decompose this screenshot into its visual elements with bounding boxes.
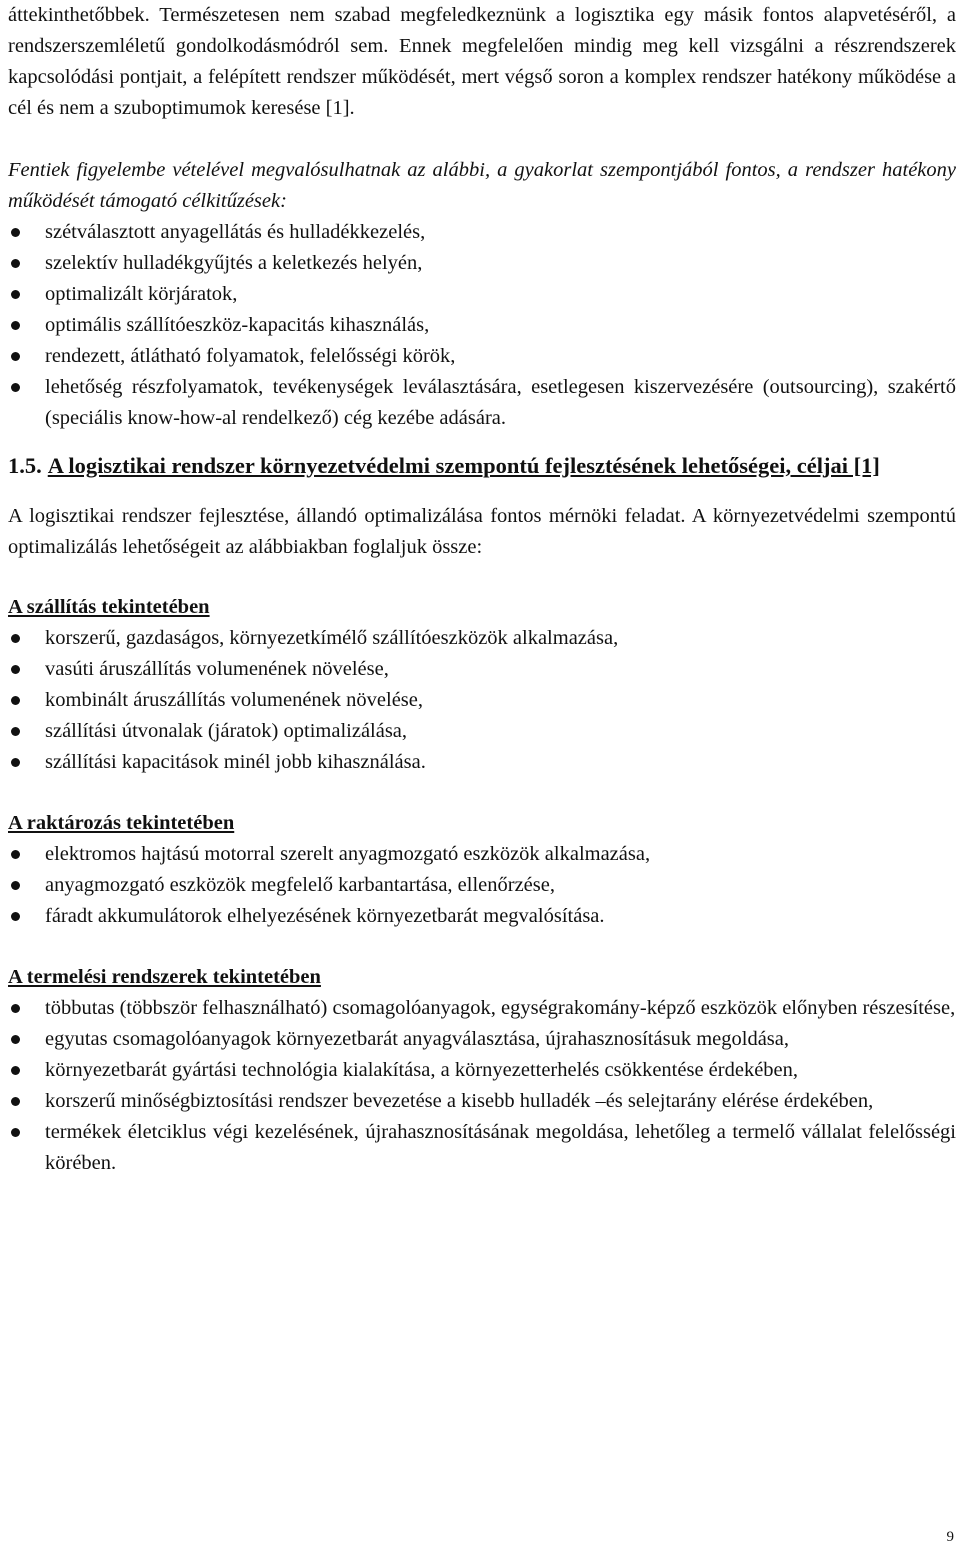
- list-item: többutas (többször felhasználható) csomagolóanyagok, egységrakomány-képző eszközök előnyben részesítése,: [8, 993, 956, 1024]
- objectives-intro-paragraph: Fentiek figyelembe vételével megvalósulhatnak az alábbi, a gyakorlat szempontjából fontos, a rendszer hatékony működését támogató célkitűzések:: [8, 159, 956, 212]
- list-item: rendezett, átlátható folyamatok, felelősségi körök,: [8, 341, 956, 372]
- document-page: [8, 0, 956, 1179]
- list-item: anyagmozgató eszközök megfelelő karbantartása, ellenőrzése,: [8, 870, 956, 901]
- list-item: fáradt akkumulátorok elhelyezésének környezetbarát megvalósítása.: [8, 901, 956, 932]
- list-item: vasúti áruszállítás volumenének növelése,: [8, 654, 956, 685]
- list-item: kombinált áruszállítás volumenének növelése,: [8, 685, 956, 716]
- production-list: [8, 993, 956, 1179]
- list-item: optimalizált körjáratok,: [8, 279, 956, 310]
- list-item: egyutas csomagolóanyagok környezetbarát anyagválasztása, újrahasznosításuk megoldása,: [8, 1024, 956, 1055]
- intro-paragraph: áttekinthetőbbek. Természetesen nem szabad megfeledkeznünk a logisztika egy másik fontos alapvetéséről, a rendszerszemléletű gondolkodásmódról sem. Ennek megfelelően mindig meg kell vizsgálni a részrendszerek kapcsolódási pontjait, a felépített rendszer működését, mert végső soron a komplex rendszer hatékony működése a cél és nem a szuboptimumok keresése [1].: [8, 4, 956, 119]
- objectives-list: [8, 217, 956, 434]
- page-number: 9: [946, 1529, 954, 1545]
- list-item: elektromos hajtású motorral szerelt anyagmozgató eszközök alkalmazása,: [8, 839, 956, 870]
- list-item: szétválasztott anyagellátás és hulladékkezelés,: [8, 217, 956, 248]
- section-title: A logisztikai rendszer környezetvédelmi szempontú fejlesztésének lehetőségei, céljai [1]: [47, 453, 880, 478]
- list-item: optimális szállítóeszköz-kapacitás kihasználás,: [8, 310, 956, 341]
- list-item: termékek életciklus végi kezelésének, újrahasznosításának megoldása, lehetőleg a termelő vállalat felelősségi körében.: [8, 1117, 956, 1179]
- transport-list: [8, 623, 956, 778]
- production-subheading: A termelési rendszerek tekintetében: [8, 966, 321, 988]
- warehousing-subheading: A raktározás tekintetében: [8, 812, 235, 834]
- list-item: korszerű minőségbiztosítási rendszer bevezetése a kisebb hulladék –és selejtarány elérése érdekében,: [8, 1086, 956, 1117]
- section-paragraph: A logisztikai rendszer fejlesztése, állandó optimalizálása fontos mérnöki feladat. A környezetvédelmi szempontú optimalizálás lehetőségeit az alábbiakban foglaljuk össze:: [8, 505, 956, 558]
- list-item: környezetbarát gyártási technológia kialakítása, a környezetterhelés csökkentése érdekében,: [8, 1055, 956, 1086]
- warehousing-list: [8, 839, 956, 932]
- section-number: 1.5.: [8, 453, 42, 478]
- list-item: szállítási kapacitások minél jobb kihasználása.: [8, 747, 956, 778]
- list-item: lehetőség részfolyamatok, tevékenységek leválasztására, esetlegesen kiszervezésére (outsourcing), szakértő (speciális know-how-al rendelkező) cég kezébe adására.: [8, 372, 956, 434]
- list-item: szelektív hulladékgyűjtés a keletkezés helyén,: [8, 248, 956, 279]
- section-heading: [8, 449, 956, 482]
- list-item: szállítási útvonalak (járatok) optimalizálása,: [8, 716, 956, 747]
- list-item: korszerű, gazdaságos, környezetkímélő szállítóeszközök alkalmazása,: [8, 623, 956, 654]
- transport-subheading: A szállítás tekintetében: [8, 596, 210, 618]
